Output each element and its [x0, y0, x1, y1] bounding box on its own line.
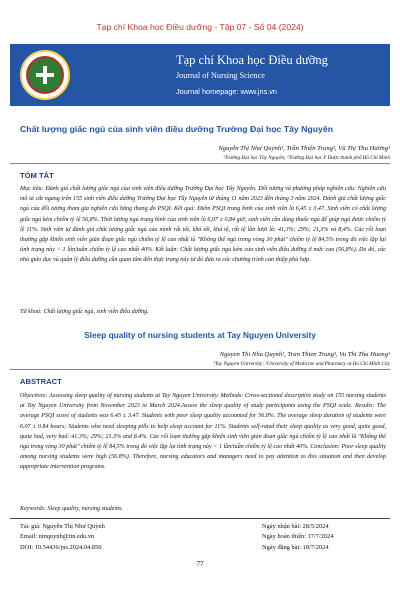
corresponding-author: Tác giả: Nguyễn Thị Như Quỳnh	[20, 523, 105, 530]
journal-logo-icon	[20, 50, 70, 100]
abstract-en: Objectives: Assessing sleep quality of nursing students at Tay Nguyen University. Methods: Cross-sectional descriptive study on 155 nursing students at Tay Nguyen University from November 2023 to March 2024.Assess the sleep quality of study participants using the PSQI scale. Results: The average PSQI score of students was 6.45 ± 3.47. Students with poor sleep quality accounted for 56.8%. The average sleep duration of students were 6.07 ± 0.84 hours; Students who need sleeping pills to help sleep account for 11%. Students self-rated their sleep quality as very good, quite good, quite bad, very bad: 41.3%; 29%; 21.3% and 8.4%. Các rối loạn thường gặp khiến sinh viên gián đoạn giấc ngủ chiếm tỷ lệ cao nhất là "Không thể ngủ trong vòng 30 phút" chiếm tỷ lệ 84,5% trong đó việc lặp lại tình trạng này < 1 lần/tuần chiếm tỷ lệ cao nhất 40%. Conclusion: Poor sleep quality among nursing students were high (56.8%). Therefore, nursing educators and managers need to pay attention to this situation and then develop appropriate intervention programs.	[20, 393, 386, 471]
journal-homepage[interactable]: Journal homepage: www.jns.vn	[176, 87, 277, 96]
divider	[10, 369, 390, 370]
page-number: 77	[196, 560, 204, 568]
journal-banner	[10, 44, 390, 106]
authors-vn: Nguyễn Thị Như Quỳnh¹, Trần Thiện Trung², Vũ Thị Thu Hương¹	[218, 145, 390, 152]
abstract-heading: ABSTRACT	[20, 377, 62, 386]
date-published: Ngày đăng bài: 18/7/2024	[262, 543, 329, 551]
affiliations-en: ¹Tay Nguyen University; ²University of Medicine and Pharmacy at Ho Chi Minh City	[213, 361, 390, 367]
date-revised: Ngày hoàn thiện: 17/7/2024	[262, 533, 334, 541]
journal-name-en: Journal of Nursing Science	[176, 71, 265, 80]
affiliations-vn: ¹Trường Đại học Tây Nguyên; ²Trường Đại học Y Dược thành phố Hồ Chí Minh	[223, 155, 390, 161]
article-title-vn: Chất lượng giấc ngủ của sinh viên điều dưỡng Trường Đại học Tây Nguyên	[20, 124, 334, 134]
abstract-vn: Mục tiêu: Đánh giá chất lượng giấc ngủ của sinh viên điều dưỡng Trường Đại học Tây Nguyên. Đối tượng và phương pháp nghiên cứu: Nghiên cứu mô tả cắt ngang trên 155 sinh viên điều dưỡng Trường Đại học Tây Nguyên từ tháng 11 năm 2023 đến tháng 3 năm 2024. Đánh giá chất lượng giấc ngủ của đối tượng tham gia nghiên cứu bằng thang đo PSQI. Kết quả: Điểm PSQI trung bình của sinh viên là 6,45 ± 3,47. Sinh viên có chất lượng giấc ngủ kém chiếm tỷ lệ 56,8%. Thời lượng ngủ trung bình của sinh viên là 6,07 ± 0,84 giờ; sinh viên cần dùng thuốc ngủ để giúp ngủ được chiếm tỷ lệ 11%. Sinh viên tự đánh giá chất lượng giấc ngủ của mình rất tốt, khá tốt, khá tệ, rất tệ lần lượt là: 41,3%; 29%; 21,3% và 8,4%. Các rối loạn thường gặp khiến sinh viên gián đoạn giấc ngủ chiếm tỷ lệ cao nhất là "Không thể ngủ trong vòng 30 phút" chiếm tỷ lệ 84,5% trong đó việc lặp lại tình trạng này < 1 lần/tuần chiếm tỷ lệ cao nhất 40%. Kết luận: Chất lượng giấc ngủ kém của sinh viên điều dưỡng ở mức cao (56,8%). Do đó, các nhà giáo dục và quản lý điều dưỡng cần quan tâm đến thực trạng này từ đó đưa ra các chương trình can thiệp phù hợp.	[20, 186, 386, 264]
authors-en: Nguyen Thi Nhu Quynh¹, Tran Thien Trung², Vu Thi Thu Huong¹	[219, 351, 390, 358]
keywords-en: Keywords: Sleep quality, nursing students.	[20, 506, 123, 512]
date-received: Ngày nhận bài: 28/5/2024	[262, 523, 329, 530]
article-title-en: Sleep quality of nursing students at Tay Nguyen University	[84, 330, 316, 340]
keywords-vn: Từ khoá: Chất lượng giấc ngủ, sinh viên điều dưỡng.	[20, 309, 149, 315]
footer-dates	[262, 522, 334, 553]
author-email[interactable]: Email: ntnquynh@ttn.edu.vn	[20, 533, 95, 541]
running-head: Tạp chí Khoa học Điều dưỡng - Tập 07 - Số 04 (2024)	[96, 22, 304, 32]
summary-heading: TÓM TẮT	[20, 171, 54, 180]
footer-divider	[10, 518, 390, 519]
divider	[10, 163, 390, 164]
journal-name-vn: Tạp chí Khoa học Điều dưỡng	[176, 53, 328, 67]
doi[interactable]: DOI: 10.54436/jns.2024.04.850	[20, 543, 102, 551]
footer-author-info	[20, 522, 105, 553]
